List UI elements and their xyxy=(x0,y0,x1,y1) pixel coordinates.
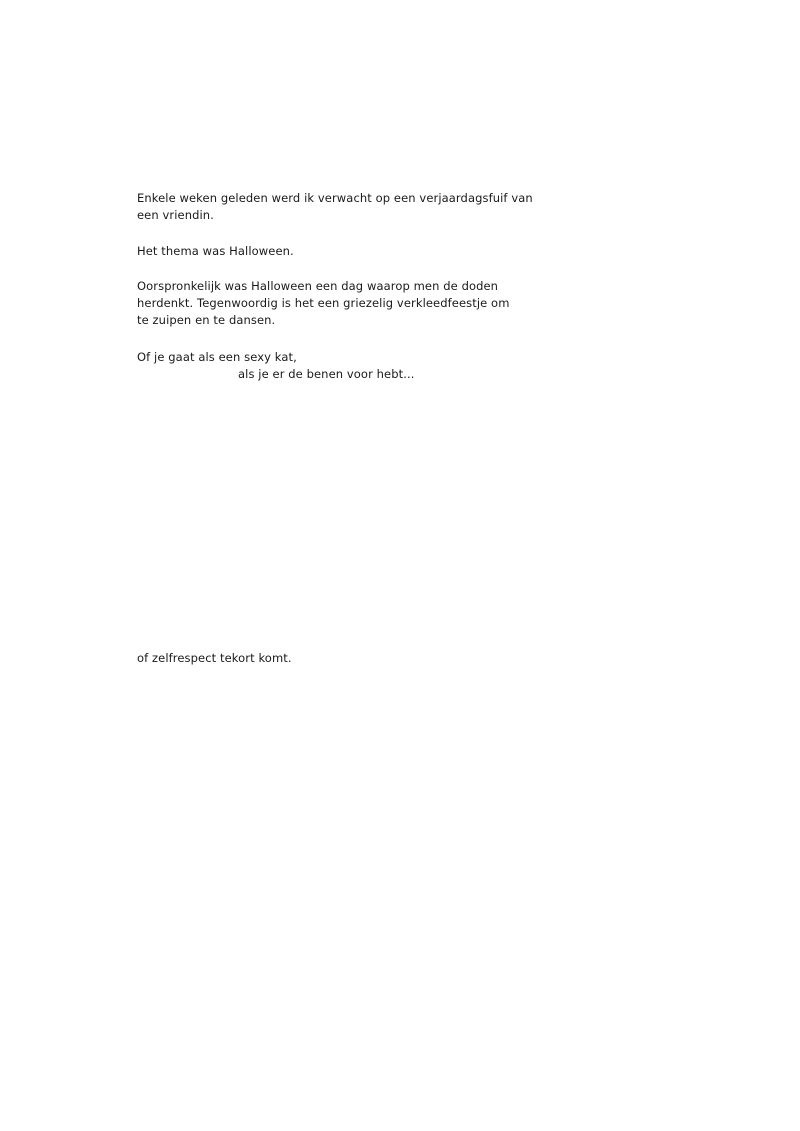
paragraph-self-respect: of zelfrespect tekort komt. xyxy=(137,651,292,665)
paragraph-theme: Het thema was Halloween. xyxy=(137,244,294,258)
paragraph-birthday-party: Enkele weken geleden werd ik verwacht op een verjaardagsfuif van een vriendin. xyxy=(137,191,533,222)
paragraph-halloween-origin: Oorspronkelijk was Halloween een dag waarop men de doden herdenkt. Tegenwoordig is het een griezelig verkleedfeestje om te zuipen en te dansen. xyxy=(137,279,510,327)
paragraph-indented-line: als je er de benen voor hebt... xyxy=(238,367,415,381)
paragraph-sexy-cat: Of je gaat als een sexy kat, xyxy=(137,350,297,364)
